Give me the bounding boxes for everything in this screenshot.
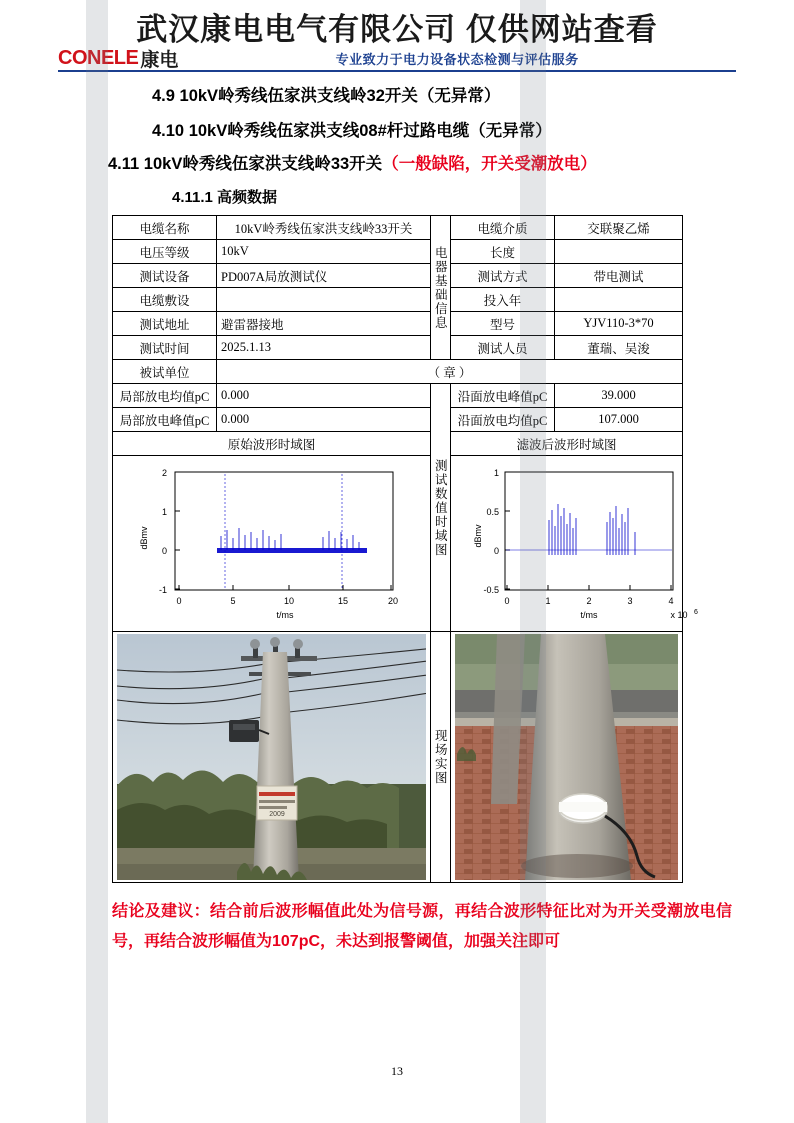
- svg-text:dBmv: dBmv: [139, 526, 149, 550]
- svg-text:4: 4: [668, 596, 674, 607]
- cell-value-test-time: 2025.1.13: [217, 336, 431, 360]
- svg-text:5: 5: [230, 596, 236, 607]
- site-photo-sensor: [455, 634, 678, 880]
- svg-text:0.5: 0.5: [486, 507, 499, 518]
- heading-4-11-black: 4.11 10kV岭秀线伍家洪支线岭33开关: [108, 154, 383, 173]
- cell-label-pd-avg: 局部放电均值pC: [113, 384, 217, 408]
- svg-text:-0.5: -0.5: [483, 585, 499, 596]
- vertical-label-site-photo: 现 场 实 图: [431, 632, 451, 883]
- svg-text:2: 2: [161, 468, 167, 479]
- cell-label-year-in-service: 投入年: [451, 288, 555, 312]
- svg-text:2: 2: [586, 596, 592, 607]
- site-photo-pole: [117, 634, 426, 880]
- table-row: [113, 216, 683, 240]
- vertical-label-basic-info: 电 器 基 础 信 息: [431, 216, 451, 360]
- cell-value-tested-unit: （ 章 ）: [217, 360, 683, 384]
- svg-text:1: 1: [161, 507, 167, 518]
- cell-value-voltage-level: 10kV: [217, 240, 431, 264]
- cell-value-pd-peak: 0.000: [217, 408, 431, 432]
- cell-label-surface-peak: 沿面放电峰值pC: [451, 384, 555, 408]
- cell-value-surface-avg: 107.000: [555, 408, 683, 432]
- chart-title-filtered: 滤波后波形时域图: [451, 432, 683, 456]
- table-row-unit: [113, 360, 683, 384]
- cell-value-test-device: PD007A局放测试仪: [217, 264, 431, 288]
- table-row: [113, 312, 683, 336]
- table-row-chart-titles: [113, 432, 683, 456]
- chart-filtered-svg: [455, 458, 705, 629]
- svg-text:0: 0: [504, 596, 510, 607]
- photo-cell-right: [451, 632, 683, 883]
- cell-value-cable-name: 10kV岭秀线伍家洪支线岭33开关: [217, 216, 431, 240]
- chart-cell-raw: [113, 456, 431, 632]
- table-row: [113, 240, 683, 264]
- cell-label-tested-unit: 被试单位: [113, 360, 217, 384]
- cell-value-test-address: 避雷器接地: [217, 312, 431, 336]
- table-row-charts: [113, 456, 683, 632]
- svg-text:t/ms: t/ms: [276, 610, 294, 621]
- svg-text:x 10: x 10: [670, 610, 688, 621]
- table-row: [113, 264, 683, 288]
- cell-label-length: 长度: [451, 240, 555, 264]
- cell-label-cable-name: 电缆名称: [113, 216, 217, 240]
- svg-text:6: 6: [694, 609, 698, 617]
- header-divider: [58, 70, 736, 72]
- cell-label-cable-laying: 电缆敷设: [113, 288, 217, 312]
- chart-filtered-waveform: [455, 458, 698, 629]
- site-photo-sensor-svg: [455, 634, 678, 880]
- cell-value-year-in-service: [555, 288, 683, 312]
- logo-chinese-text: 康电: [140, 49, 179, 71]
- table-row: [113, 288, 683, 312]
- company-slogan: 专业致力于电力设备状态检测与评估服务: [335, 51, 579, 67]
- svg-text:3: 3: [627, 596, 633, 607]
- cell-value-pd-avg: 0.000: [217, 384, 431, 408]
- table-row-measure: [113, 384, 683, 408]
- site-photo-pole-svg: [117, 634, 426, 880]
- cell-label-tester: 测试人员: [451, 336, 555, 360]
- vertical-label-time-domain: 测 试 数 值 时 域 图: [431, 384, 451, 632]
- cell-value-surface-peak: 39.000: [555, 384, 683, 408]
- table-row-photos: [113, 632, 683, 883]
- svg-text:2009: 2009: [269, 811, 285, 819]
- svg-text:15: 15: [337, 596, 349, 607]
- cell-label-test-method: 测试方式: [451, 264, 555, 288]
- cell-label-surface-avg: 沿面放电均值pC: [451, 408, 555, 432]
- svg-text:dBmv: dBmv: [473, 524, 483, 548]
- conclusion-text: 结论及建议：结合前后波形幅值此处为信号源，再结合波形特征比对为开关受潮放电信号，再结合波形幅值为107pC，未达到报警阈值，加强关注即可: [112, 903, 732, 950]
- table-row: [113, 336, 683, 360]
- svg-text:t/ms: t/ms: [580, 610, 598, 621]
- svg-text:1: 1: [545, 596, 551, 607]
- cell-label-voltage-level: 电压等级: [113, 240, 217, 264]
- chart-raw-waveform: [117, 458, 426, 629]
- cell-value-tester: 董瑞、吴浚: [555, 336, 683, 360]
- page-number: 13: [391, 1064, 403, 1078]
- cell-value-test-method: 带电测试: [555, 264, 683, 288]
- cell-value-model: YJV110-3*70: [555, 312, 683, 336]
- cell-label-test-time: 测试时间: [113, 336, 217, 360]
- chart-raw-svg: [117, 458, 435, 629]
- document-content: [0, 80, 794, 956]
- cell-label-pd-peak: 局部放电峰值pC: [113, 408, 217, 432]
- svg-text:0: 0: [176, 596, 182, 607]
- chart-title-raw: 原始波形时域图: [113, 432, 431, 456]
- logo-latin-text: CONELE: [58, 46, 139, 69]
- cell-label-test-device: 测试设备: [113, 264, 217, 288]
- svg-text:1: 1: [493, 468, 499, 479]
- cell-value-cable-medium: 交联聚乙烯: [555, 216, 683, 240]
- watermark-text: 武汉康电电气有限公司 仅供网站查看: [136, 12, 658, 47]
- heading-4-10: 4.10 10kV岭秀线伍家洪支线08#杆过路电缆（无异常）: [152, 121, 552, 140]
- heading-4-9: 4.9 10kV岭秀线伍家洪支线岭32开关（无异常）: [152, 87, 501, 105]
- heading-4-11: [0, 150, 794, 179]
- heading-4-11-red: （一般缺陷，开关受潮放电）: [382, 154, 597, 173]
- svg-text:0: 0: [493, 546, 499, 557]
- measurement-table: [112, 215, 698, 883]
- svg-text:10: 10: [283, 596, 295, 607]
- cell-label-cable-medium: 电缆介质: [451, 216, 555, 240]
- svg-text:0: 0: [161, 546, 167, 557]
- cell-label-test-address: 测试地址: [113, 312, 217, 336]
- cell-value-length: [555, 240, 683, 264]
- chart-cell-filtered: [451, 456, 698, 632]
- table-row-measure: [113, 408, 683, 432]
- cell-value-cable-laying: [217, 288, 431, 312]
- svg-text:-1: -1: [158, 585, 167, 596]
- photo-cell-left: [113, 632, 431, 883]
- svg-text:20: 20: [387, 596, 399, 607]
- cell-label-model: 型号: [451, 312, 555, 336]
- heading-4-11-1: 4.11.1 高频数据: [172, 189, 278, 207]
